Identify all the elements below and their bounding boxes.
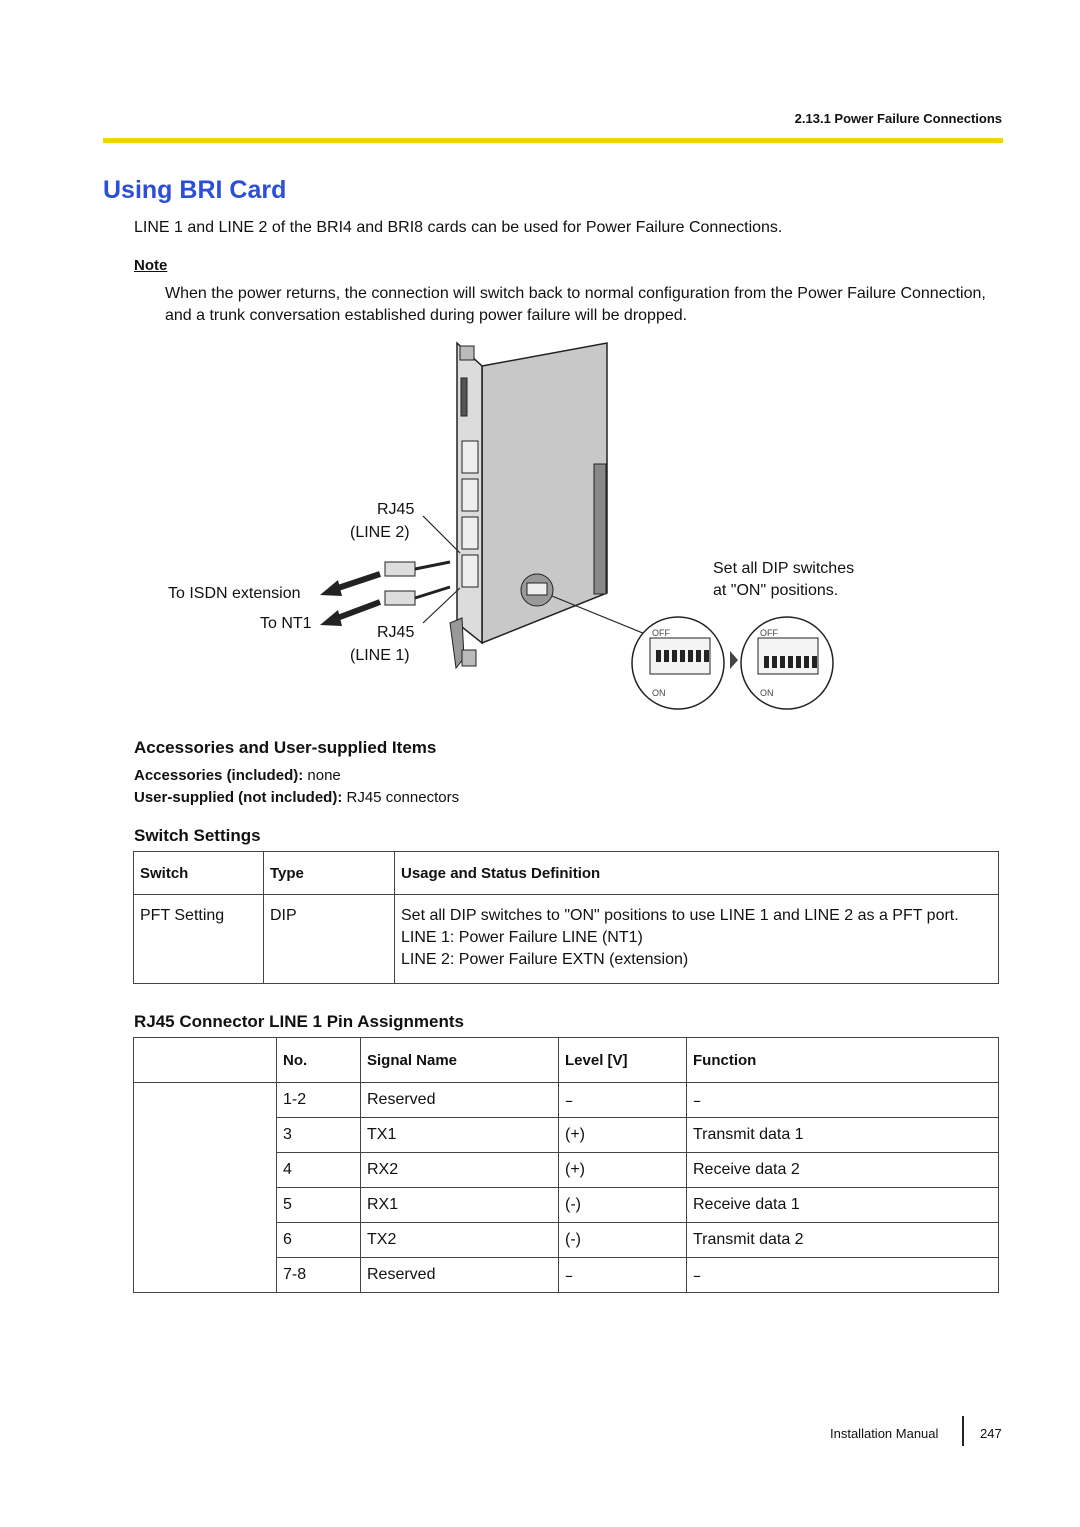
switch-settings-table <box>133 851 999 984</box>
cell-signal: TX2 <box>361 1223 559 1258</box>
table-row <box>134 895 999 984</box>
pin-assignments-heading: RJ45 Connector LINE 1 Pin Assignments <box>134 1012 464 1031</box>
cell-function: Receive data 2 <box>687 1153 999 1188</box>
label-rj45-line2: RJ45 <box>377 501 415 518</box>
cell-function: – <box>687 1258 999 1293</box>
cell-level: (-) <box>559 1188 687 1223</box>
edge-connector <box>594 464 606 594</box>
label-to-isdn: To ISDN extension <box>168 585 301 602</box>
cell-signal: RX1 <box>361 1188 559 1223</box>
table-row <box>134 1083 999 1118</box>
table-header-row <box>134 1038 999 1083</box>
bri-card-figure <box>160 338 880 718</box>
label-line1: (LINE 1) <box>350 647 410 664</box>
usage-line: LINE 1: Power Failure LINE (NT1) <box>401 929 643 946</box>
cell-no: 7-8 <box>277 1258 361 1293</box>
faceplate-slot <box>461 378 467 416</box>
col-type: Type <box>264 852 395 895</box>
col-level: Level [V] <box>559 1038 687 1083</box>
label-rj45-line1: RJ45 <box>377 624 415 641</box>
cell-function: Receive data 1 <box>687 1188 999 1223</box>
note-text: When the power returns, the connection will switch back to normal configuration from the Power Failure Connection, and a trunk conversation established during power failure will be dropped. <box>165 285 986 324</box>
rj45-plugs <box>385 562 450 605</box>
cell-function: – <box>687 1083 999 1118</box>
cell-level: – <box>559 1083 687 1118</box>
footer-divider <box>962 1416 964 1446</box>
cell-no: 4 <box>277 1153 361 1188</box>
cell-no: 6 <box>277 1223 361 1258</box>
bri-card-diagram <box>160 338 880 718</box>
cell-type: DIP <box>264 895 395 984</box>
header-rule <box>103 138 1003 143</box>
label-line2: (LINE 2) <box>350 524 410 541</box>
connector-image-cell <box>134 1083 277 1293</box>
arrow-isdn-extension <box>320 574 380 596</box>
section-header: 2.13.1 Power Failure Connections <box>794 111 1002 126</box>
dip-on-label-1: ON <box>652 688 666 698</box>
col-usage: Usage and Status Definition <box>395 852 999 895</box>
page-title: Using BRI Card <box>103 176 287 204</box>
user-supplied-value: RJ45 connectors <box>342 789 460 806</box>
usage-line: Set all DIP switches to "ON" positions to use LINE 1 and LINE 2 as a PFT port. <box>401 907 959 924</box>
cell-level: (+) <box>559 1153 687 1188</box>
accessories-included <box>134 767 341 784</box>
dip-off-label-1: OFF <box>652 628 670 638</box>
col-signal-name: Signal Name <box>361 1038 559 1083</box>
cell-no: 3 <box>277 1118 361 1153</box>
cell-level: (-) <box>559 1223 687 1258</box>
arrow-nt1 <box>320 602 380 626</box>
cell-signal: TX1 <box>361 1118 559 1153</box>
footer-label: Installation Manual <box>830 1426 939 1441</box>
cell-signal: RX2 <box>361 1153 559 1188</box>
cell-signal: Reserved <box>361 1083 559 1118</box>
user-supplied-label: User-supplied (not included): <box>134 789 343 806</box>
col-switch: Switch <box>134 852 264 895</box>
page-number: 247 <box>980 1426 1002 1441</box>
pin-assignments-table <box>133 1037 999 1293</box>
col-function: Function <box>687 1038 999 1083</box>
col-no: No. <box>277 1038 361 1083</box>
usage-line: LINE 2: Power Failure EXTN (extension) <box>401 951 689 968</box>
cell-function: Transmit data 2 <box>687 1223 999 1258</box>
dip-note-line2: at "ON" positions. <box>713 582 839 599</box>
cell-usage <box>395 895 999 984</box>
note-label: Note <box>134 257 168 274</box>
faceplate-bottom-latch <box>462 650 476 666</box>
col-blank <box>134 1038 277 1083</box>
accessories-included-label: Accessories (included): <box>134 767 304 784</box>
dip-note-line1: Set all DIP switches <box>713 560 855 577</box>
dip-on-label-2: ON <box>760 688 774 698</box>
accessories-included-value: none <box>303 767 341 784</box>
dip-off-label-2: OFF <box>760 628 778 638</box>
cell-function: Transmit data 1 <box>687 1118 999 1153</box>
cell-level: – <box>559 1258 687 1293</box>
label-to-nt1: To NT1 <box>260 615 312 632</box>
cell-no: 1-2 <box>277 1083 361 1118</box>
table-header-row <box>134 852 999 895</box>
intro-text: LINE 1 and LINE 2 of the BRI4 and BRI8 cards can be used for Power Failure Connections. <box>134 219 783 236</box>
cell-switch: PFT Setting <box>134 895 264 984</box>
arrow-right-icon <box>730 651 738 669</box>
cell-no: 5 <box>277 1188 361 1223</box>
faceplate-top-latch <box>460 346 474 360</box>
user-supplied <box>134 789 459 806</box>
cell-signal: Reserved <box>361 1258 559 1293</box>
switch-settings-heading: Switch Settings <box>134 826 261 845</box>
accessories-heading: Accessories and User-supplied Items <box>134 738 437 757</box>
cell-level: (+) <box>559 1118 687 1153</box>
